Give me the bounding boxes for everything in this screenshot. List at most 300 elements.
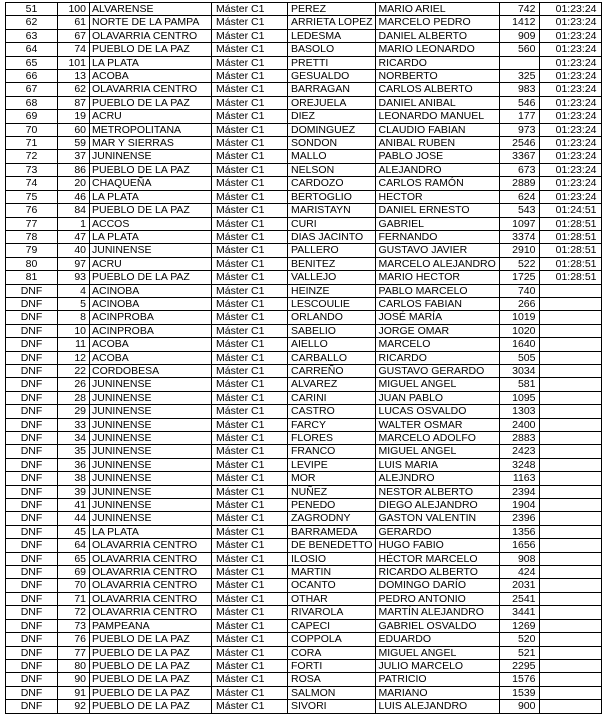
first-name-cell: ALEJNDRO [375,472,499,485]
position-cell: DNF [6,391,58,404]
table-row [6,606,602,619]
time-cell [539,700,601,713]
first-name-cell: PABLO JOSE [375,150,499,163]
category-cell: Máster C1 [212,485,288,498]
last-name-cell: BASOLO [288,43,376,56]
category-cell: Máster C1 [212,405,288,418]
last-name-cell: DIAS JACINTO [288,230,376,243]
last-name-cell: BARRAGAN [288,83,376,96]
first-name-cell: MIGUEL ANGEL [375,378,499,391]
license-cell: 742 [499,3,539,16]
category-cell: Máster C1 [212,163,288,176]
position-cell: 63 [6,29,58,42]
table-row [6,297,602,310]
license-cell: 983 [499,83,539,96]
table-row [6,110,602,123]
first-name-cell: FERNANDO [375,230,499,243]
bib-number-cell: 13 [58,70,90,83]
table-row [6,83,602,96]
category-cell: Máster C1 [212,137,288,150]
table-row [6,3,602,16]
club-cell: LA PLATA [90,230,212,243]
bib-number-cell: 77 [58,646,90,659]
first-name-cell: GUSTAVO JAVIER [375,244,499,257]
time-cell: 01:28:51 [539,271,601,284]
time-cell [539,673,601,686]
category-cell: Máster C1 [212,700,288,713]
bib-number-cell: 76 [58,633,90,646]
time-cell [539,525,601,538]
first-name-cell: CARLOS ALBERTO [375,83,499,96]
category-cell: Máster C1 [212,445,288,458]
last-name-cell: FARCY [288,418,376,431]
table-row [6,592,602,605]
position-cell: DNF [6,338,58,351]
first-name-cell: DANIEL ERNESTO [375,204,499,217]
table-row [6,190,602,203]
category-cell: Máster C1 [212,177,288,190]
license-cell: 3034 [499,364,539,377]
first-name-cell: ANIBAL RUBEN [375,137,499,150]
club-cell: LA PLATA [90,525,212,538]
license-cell: 581 [499,378,539,391]
license-cell: 1640 [499,338,539,351]
time-cell [539,566,601,579]
time-cell: 01:23:24 [539,70,601,83]
club-cell: LA PLATA [90,56,212,69]
time-cell: 01:23:24 [539,177,601,190]
first-name-cell: JOSÉ MARÍA [375,311,499,324]
license-cell: 740 [499,284,539,297]
bib-number-cell: 93 [58,271,90,284]
license-cell: 2889 [499,177,539,190]
position-cell: 80 [6,257,58,270]
first-name-cell: GERARDO [375,525,499,538]
last-name-cell: NELSON [288,163,376,176]
table-row [6,659,602,672]
position-cell: DNF [6,405,58,418]
time-cell [539,351,601,364]
license-cell: 900 [499,700,539,713]
category-cell: Máster C1 [212,539,288,552]
bib-number-cell: 34 [58,432,90,445]
position-cell: DNF [6,499,58,512]
table-row [6,230,602,243]
first-name-cell: HUGO FABIO [375,539,499,552]
bib-number-cell: 45 [58,525,90,538]
table-row [6,204,602,217]
time-cell: 01:23:24 [539,43,601,56]
results-table [5,2,602,714]
first-name-cell: DANIEL ANIBAL [375,96,499,109]
last-name-cell: SONDON [288,137,376,150]
license-cell: 546 [499,96,539,109]
category-cell: Máster C1 [212,96,288,109]
table-row [6,432,602,445]
bib-number-cell: 1 [58,217,90,230]
club-cell: JUNINENSE [90,485,212,498]
last-name-cell: PRETTI [288,56,376,69]
bib-number-cell: 35 [58,445,90,458]
first-name-cell: GABRIEL [375,217,499,230]
table-row [6,525,602,538]
category-cell: Máster C1 [212,351,288,364]
license-cell [499,56,539,69]
bib-number-cell: 44 [58,512,90,525]
first-name-cell: NORBERTO [375,70,499,83]
license-cell: 2546 [499,137,539,150]
time-cell [539,432,601,445]
first-name-cell: PABLO MARCELO [375,284,499,297]
category-cell: Máster C1 [212,257,288,270]
first-name-cell: LUIS ALEJANDRO [375,700,499,713]
table-row [6,163,602,176]
club-cell: PAMPEANA [90,619,212,632]
time-cell: 01:23:24 [539,190,601,203]
time-cell [539,552,601,565]
time-cell: 01:23:24 [539,150,601,163]
category-cell: Máster C1 [212,29,288,42]
license-cell: 1356 [499,525,539,538]
position-cell: DNF [6,311,58,324]
license-cell: 560 [499,43,539,56]
time-cell: 01:23:24 [539,137,601,150]
club-cell: OLAVARRIA CENTRO [90,29,212,42]
position-cell: DNF [6,472,58,485]
bib-number-cell: 60 [58,123,90,136]
club-cell: PUEBLO DE LA PAZ [90,659,212,672]
position-cell: 73 [6,163,58,176]
time-cell [539,297,601,310]
club-cell: PUEBLO DE LA PAZ [90,633,212,646]
position-cell: DNF [6,432,58,445]
position-cell: DNF [6,566,58,579]
club-cell: PUEBLO DE LA PAZ [90,686,212,699]
last-name-cell: OREJUELA [288,96,376,109]
bib-number-cell: 4 [58,284,90,297]
category-cell: Máster C1 [212,391,288,404]
position-cell: 68 [6,96,58,109]
license-cell: 1303 [499,405,539,418]
first-name-cell: JULIO MARCELO [375,659,499,672]
last-name-cell: ALVAREZ [288,378,376,391]
bib-number-cell: 46 [58,190,90,203]
club-cell: OLAVARRIA CENTRO [90,592,212,605]
first-name-cell: MARIO LEONARDO [375,43,499,56]
position-cell: DNF [6,646,58,659]
table-row [6,405,602,418]
table-row [6,43,602,56]
time-cell [539,364,601,377]
last-name-cell: CASTRO [288,405,376,418]
position-cell: DNF [6,418,58,431]
time-cell [539,458,601,471]
last-name-cell: CARBALLO [288,351,376,364]
time-cell [539,418,601,431]
bib-number-cell: 28 [58,391,90,404]
time-cell [539,485,601,498]
club-cell: JUNINENSE [90,499,212,512]
table-row [6,351,602,364]
bib-number-cell: 37 [58,150,90,163]
time-cell: 01:28:51 [539,230,601,243]
bib-number-cell: 29 [58,405,90,418]
category-cell: Máster C1 [212,190,288,203]
category-cell: Máster C1 [212,378,288,391]
bib-number-cell: 70 [58,579,90,592]
time-cell [539,686,601,699]
table-row [6,271,602,284]
license-cell: 1576 [499,673,539,686]
license-cell: 2910 [499,244,539,257]
time-cell: 01:23:24 [539,29,601,42]
position-cell: DNF [6,592,58,605]
bib-number-cell: 100 [58,3,90,16]
club-cell: MAR Y SIERRAS [90,137,212,150]
club-cell: ACRU [90,110,212,123]
bib-number-cell: 61 [58,16,90,29]
time-cell [539,499,601,512]
time-cell [539,539,601,552]
bib-number-cell: 59 [58,137,90,150]
last-name-cell: SABELIO [288,324,376,337]
position-cell: 78 [6,230,58,243]
license-cell: 624 [499,190,539,203]
first-name-cell: CARLOS FABIAN [375,297,499,310]
club-cell: ACRU [90,257,212,270]
position-cell: DNF [6,606,58,619]
license-cell: 3248 [499,458,539,471]
table-row [6,619,602,632]
position-cell: 77 [6,217,58,230]
last-name-cell: FRANCO [288,445,376,458]
time-cell [539,619,601,632]
club-cell: ACINOBA [90,284,212,297]
last-name-cell: CORA [288,646,376,659]
time-cell [539,284,601,297]
category-cell: Máster C1 [212,3,288,16]
category-cell: Máster C1 [212,204,288,217]
position-cell: DNF [6,284,58,297]
last-name-cell: LEVIPE [288,458,376,471]
last-name-cell: BARRAMEDA [288,525,376,538]
last-name-cell: CURI [288,217,376,230]
position-cell: DNF [6,659,58,672]
license-cell: 2541 [499,592,539,605]
last-name-cell: DOMINGUEZ [288,123,376,136]
license-cell: 1019 [499,311,539,324]
license-cell: 522 [499,257,539,270]
club-cell: CHAQUEÑA [90,177,212,190]
bib-number-cell: 22 [58,364,90,377]
license-cell: 1097 [499,217,539,230]
table-row [6,324,602,337]
club-cell: PUEBLO DE LA PAZ [90,673,212,686]
category-cell: Máster C1 [212,230,288,243]
time-cell [539,659,601,672]
category-cell: Máster C1 [212,271,288,284]
license-cell: 543 [499,204,539,217]
club-cell: PUEBLO DE LA PAZ [90,646,212,659]
first-name-cell: JORGE OMAR [375,324,499,337]
club-cell: OLAVARRIA CENTRO [90,606,212,619]
table-row [6,364,602,377]
table-row [6,257,602,270]
last-name-cell: MARISTAYN [288,204,376,217]
category-cell: Máster C1 [212,217,288,230]
position-cell: DNF [6,512,58,525]
first-name-cell: LEONARDO MANUEL [375,110,499,123]
category-cell: Máster C1 [212,552,288,565]
table-row [6,244,602,257]
time-cell [539,338,601,351]
category-cell: Máster C1 [212,606,288,619]
last-name-cell: DE BENEDETTO [288,539,376,552]
club-cell: PUEBLO DE LA PAZ [90,700,212,713]
club-cell: PUEBLO DE LA PAZ [90,43,212,56]
bib-number-cell: 36 [58,458,90,471]
position-cell: DNF [6,700,58,713]
license-cell: 3441 [499,606,539,619]
license-cell: 1412 [499,16,539,29]
last-name-cell: MOR [288,472,376,485]
bib-number-cell: 80 [58,659,90,672]
first-name-cell: PATRICIO [375,673,499,686]
time-cell: 01:24:51 [539,204,601,217]
position-cell: DNF [6,552,58,565]
bib-number-cell: 38 [58,472,90,485]
club-cell: ACINOBA [90,297,212,310]
position-cell: 70 [6,123,58,136]
last-name-cell: MALLO [288,150,376,163]
club-cell: METROPOLITANA [90,123,212,136]
bib-number-cell: 12 [58,351,90,364]
first-name-cell: WALTER OSMAR [375,418,499,431]
position-cell: 76 [6,204,58,217]
time-cell [539,311,601,324]
club-cell: PUEBLO DE LA PAZ [90,204,212,217]
table-row [6,686,602,699]
bib-number-cell: 11 [58,338,90,351]
category-cell: Máster C1 [212,150,288,163]
position-cell: DNF [6,619,58,632]
license-cell: 177 [499,110,539,123]
last-name-cell: PEREZ [288,3,376,16]
bib-number-cell: 91 [58,686,90,699]
position-cell: 71 [6,137,58,150]
position-cell: 62 [6,16,58,29]
category-cell: Máster C1 [212,619,288,632]
first-name-cell: NESTOR ALBERTO [375,485,499,498]
club-cell: JUNINENSE [90,418,212,431]
last-name-cell: DIEZ [288,110,376,123]
table-row [6,311,602,324]
bib-number-cell: 90 [58,673,90,686]
table-row [6,177,602,190]
club-cell: ACINPROBA [90,324,212,337]
table-row [6,499,602,512]
first-name-cell: MARIANO [375,686,499,699]
category-cell: Máster C1 [212,512,288,525]
first-name-cell: HECTOR [375,190,499,203]
time-cell [539,592,601,605]
time-cell: 01:23:24 [539,56,601,69]
club-cell: JUNINENSE [90,391,212,404]
last-name-cell: AIELLO [288,338,376,351]
bib-number-cell: 26 [58,378,90,391]
first-name-cell: LUIS MARIA [375,458,499,471]
position-cell: DNF [6,324,58,337]
last-name-cell: GESUALDO [288,70,376,83]
category-cell: Máster C1 [212,499,288,512]
table-row [6,123,602,136]
table-row [6,646,602,659]
category-cell: Máster C1 [212,70,288,83]
first-name-cell: GABRIEL OSVALDO [375,619,499,632]
club-cell: OLAVARRIA CENTRO [90,579,212,592]
category-cell: Máster C1 [212,311,288,324]
license-cell: 424 [499,566,539,579]
position-cell: DNF [6,458,58,471]
position-cell: 64 [6,43,58,56]
last-name-cell: ZAGRODNY [288,512,376,525]
license-cell: 1656 [499,539,539,552]
time-cell: 01:23:24 [539,16,601,29]
category-cell: Máster C1 [212,646,288,659]
position-cell: 74 [6,177,58,190]
club-cell: ACINPROBA [90,311,212,324]
results-rows [6,3,602,714]
time-cell [539,472,601,485]
table-row [6,150,602,163]
table-row [6,284,602,297]
table-row [6,579,602,592]
last-name-cell: SIVORI [288,700,376,713]
time-cell: 01:23:24 [539,83,601,96]
category-cell: Máster C1 [212,324,288,337]
last-name-cell: ROSA [288,673,376,686]
table-row [6,472,602,485]
category-cell: Máster C1 [212,659,288,672]
position-cell: DNF [6,351,58,364]
bib-number-cell: 74 [58,43,90,56]
position-cell: 81 [6,271,58,284]
category-cell: Máster C1 [212,83,288,96]
time-cell [539,445,601,458]
first-name-cell: MIGUEL ANGEL [375,646,499,659]
last-name-cell: ILOSIO [288,552,376,565]
first-name-cell: LUCAS OSVALDO [375,405,499,418]
position-cell: DNF [6,686,58,699]
last-name-cell: OCANTO [288,579,376,592]
table-row [6,217,602,230]
table-row [6,16,602,29]
license-cell: 2031 [499,579,539,592]
first-name-cell: GASTON VALENTIN [375,512,499,525]
first-name-cell: GUSTAVO GERARDO [375,364,499,377]
license-cell: 673 [499,163,539,176]
club-cell: PUEBLO DE LA PAZ [90,96,212,109]
first-name-cell: PEDRO ANTONIO [375,592,499,605]
table-row [6,96,602,109]
club-cell: OLAVARRIA CENTRO [90,552,212,565]
position-cell: DNF [6,539,58,552]
time-cell [539,646,601,659]
position-cell: 65 [6,56,58,69]
last-name-cell: SALMON [288,686,376,699]
license-cell: 1539 [499,686,539,699]
category-cell: Máster C1 [212,297,288,310]
